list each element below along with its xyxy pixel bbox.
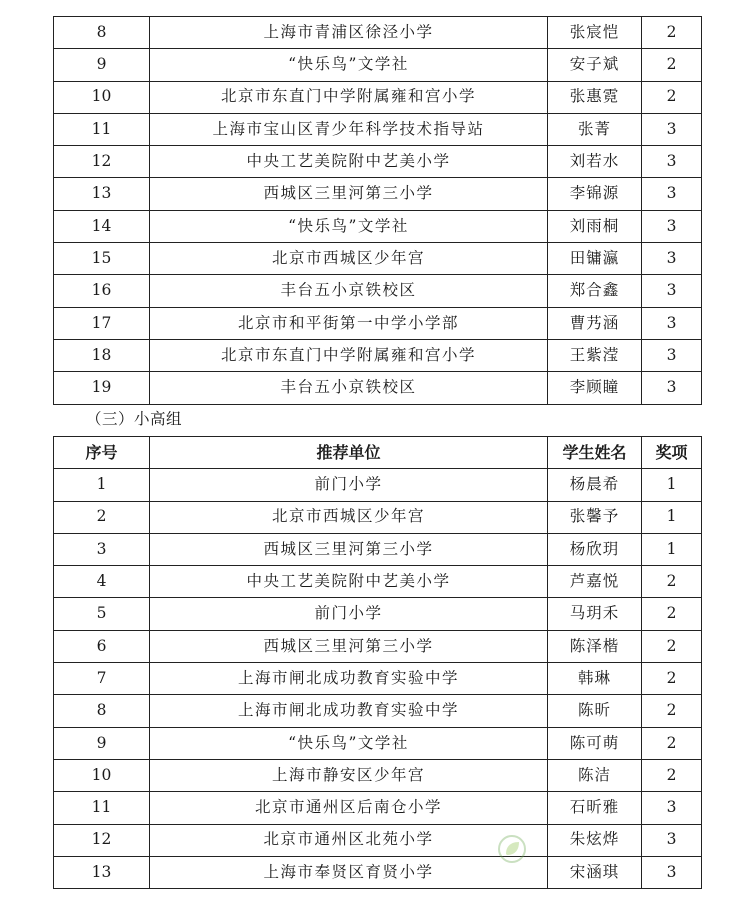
cell-award: 2 xyxy=(642,81,702,113)
cell-unit: “快乐鸟”文学社 xyxy=(150,49,548,81)
cell-award: 2 xyxy=(642,17,702,49)
cell-name: 李顾瞳 xyxy=(548,372,642,404)
cell-no: 12 xyxy=(54,824,150,856)
cell-unit: 西城区三里河第三小学 xyxy=(150,630,548,662)
cell-award: 1 xyxy=(642,533,702,565)
cell-unit: 上海市静安区少年宫 xyxy=(150,759,548,791)
cell-unit: 前门小学 xyxy=(150,598,548,630)
cell-award: 2 xyxy=(642,49,702,81)
cell-award: 3 xyxy=(642,339,702,371)
table-row xyxy=(54,275,702,307)
cell-no: 8 xyxy=(54,17,150,49)
cell-award: 3 xyxy=(642,792,702,824)
cell-no: 16 xyxy=(54,275,150,307)
cell-no: 14 xyxy=(54,210,150,242)
cell-award: 3 xyxy=(642,856,702,888)
header-unit: 推荐单位 xyxy=(150,437,548,469)
cell-name: 杨晨希 xyxy=(548,469,642,501)
cell-name: 安子斌 xyxy=(548,49,642,81)
cell-name: 马玥禾 xyxy=(548,598,642,630)
cell-name: 杨欣玥 xyxy=(548,533,642,565)
cell-unit: 北京市西城区少年宫 xyxy=(150,501,548,533)
cell-award: 1 xyxy=(642,501,702,533)
cell-award: 2 xyxy=(642,630,702,662)
cell-no: 4 xyxy=(54,566,150,598)
cell-award: 3 xyxy=(642,146,702,178)
cell-no: 18 xyxy=(54,339,150,371)
cell-name: 王紫滢 xyxy=(548,339,642,371)
table-row xyxy=(54,566,702,598)
table-row xyxy=(54,146,702,178)
table-header-row xyxy=(54,437,702,469)
cell-unit: 上海市奉贤区育贤小学 xyxy=(150,856,548,888)
table-row xyxy=(54,598,702,630)
cell-unit: 北京市东直门中学附属雍和宫小学 xyxy=(150,339,548,371)
cell-name: 朱炫烨 xyxy=(548,824,642,856)
cell-name: 陈可萌 xyxy=(548,727,642,759)
cell-unit: “快乐鸟”文学社 xyxy=(150,210,548,242)
cell-name: 芦嘉悦 xyxy=(548,566,642,598)
cell-name: 张惠霓 xyxy=(548,81,642,113)
table-row xyxy=(54,210,702,242)
header-award: 奖项 xyxy=(642,437,702,469)
cell-unit: 北京市西城区少年宫 xyxy=(150,243,548,275)
cell-unit: 中央工艺美院附中艺美小学 xyxy=(150,566,548,598)
table-row xyxy=(54,49,702,81)
cell-award: 2 xyxy=(642,727,702,759)
cell-unit: 前门小学 xyxy=(150,469,548,501)
table-row xyxy=(54,17,702,49)
cell-name: 宋涵琪 xyxy=(548,856,642,888)
cell-award: 3 xyxy=(642,275,702,307)
table-row xyxy=(54,533,702,565)
cell-award: 3 xyxy=(642,113,702,145)
cell-name: 韩琳 xyxy=(548,663,642,695)
cell-name: 曹艿涵 xyxy=(548,307,642,339)
cell-award: 3 xyxy=(642,210,702,242)
section-label-senior-group: （三）小高组 xyxy=(86,410,183,428)
cell-name: 郑合鑫 xyxy=(548,275,642,307)
cell-award: 2 xyxy=(642,598,702,630)
cell-award: 3 xyxy=(642,178,702,210)
cell-no: 11 xyxy=(54,113,150,145)
cell-award: 2 xyxy=(642,566,702,598)
cell-unit: 中央工艺美院附中艺美小学 xyxy=(150,146,548,178)
cell-name: 张馨予 xyxy=(548,501,642,533)
table-row xyxy=(54,630,702,662)
cell-unit: 丰台五小京铁校区 xyxy=(150,372,548,404)
cell-no: 10 xyxy=(54,81,150,113)
cell-no: 12 xyxy=(54,146,150,178)
cell-no: 17 xyxy=(54,307,150,339)
leaf-logo-icon xyxy=(497,834,527,864)
cell-name: 田镛瀛 xyxy=(548,243,642,275)
cell-award: 3 xyxy=(642,372,702,404)
table-row xyxy=(54,469,702,501)
cell-no: 13 xyxy=(54,856,150,888)
award-table-continued xyxy=(53,16,702,405)
cell-unit: 北京市东直门中学附属雍和宫小学 xyxy=(150,81,548,113)
cell-no: 1 xyxy=(54,469,150,501)
cell-name: 陈泽楷 xyxy=(548,630,642,662)
cell-no: 5 xyxy=(54,598,150,630)
cell-award: 2 xyxy=(642,695,702,727)
cell-unit: 北京市通州区北苑小学 xyxy=(150,824,548,856)
cell-unit: 丰台五小京铁校区 xyxy=(150,275,548,307)
cell-unit: 上海市青浦区徐泾小学 xyxy=(150,17,548,49)
table-row xyxy=(54,759,702,791)
cell-no: 13 xyxy=(54,178,150,210)
table-row xyxy=(54,695,702,727)
cell-name: 石昕雅 xyxy=(548,792,642,824)
cell-no: 11 xyxy=(54,792,150,824)
cell-no: 15 xyxy=(54,243,150,275)
cell-award: 2 xyxy=(642,759,702,791)
cell-unit: 北京市通州区后南仓小学 xyxy=(150,792,548,824)
cell-unit: 上海市闸北成功教育实验中学 xyxy=(150,663,548,695)
cell-award: 3 xyxy=(642,824,702,856)
cell-name: 李锦源 xyxy=(548,178,642,210)
cell-no: 19 xyxy=(54,372,150,404)
cell-no: 10 xyxy=(54,759,150,791)
cell-no: 3 xyxy=(54,533,150,565)
table-row xyxy=(54,339,702,371)
cell-no: 9 xyxy=(54,49,150,81)
header-name: 学生姓名 xyxy=(548,437,642,469)
header-no: 序号 xyxy=(54,437,150,469)
cell-unit: 北京市和平街第一中学小学部 xyxy=(150,307,548,339)
cell-name: 张宸恺 xyxy=(548,17,642,49)
cell-unit: 上海市宝山区青少年科学技术指导站 xyxy=(150,113,548,145)
cell-unit: “快乐鸟”文学社 xyxy=(150,727,548,759)
cell-unit: 西城区三里河第三小学 xyxy=(150,178,548,210)
table-row xyxy=(54,178,702,210)
cell-name: 刘若水 xyxy=(548,146,642,178)
cell-name: 刘雨桐 xyxy=(548,210,642,242)
table-row xyxy=(54,792,702,824)
cell-unit: 上海市闸北成功教育实验中学 xyxy=(150,695,548,727)
table-row xyxy=(54,307,702,339)
cell-award: 3 xyxy=(642,307,702,339)
cell-no: 2 xyxy=(54,501,150,533)
cell-no: 9 xyxy=(54,727,150,759)
table-row xyxy=(54,663,702,695)
table-row xyxy=(54,243,702,275)
cell-name: 陈昕 xyxy=(548,695,642,727)
cell-award: 1 xyxy=(642,469,702,501)
table-row xyxy=(54,856,702,888)
table-row xyxy=(54,372,702,404)
table-row xyxy=(54,824,702,856)
table-row xyxy=(54,81,702,113)
cell-no: 7 xyxy=(54,663,150,695)
table-row xyxy=(54,501,702,533)
cell-unit: 西城区三里河第三小学 xyxy=(150,533,548,565)
cell-no: 6 xyxy=(54,630,150,662)
cell-name: 陈洁 xyxy=(548,759,642,791)
cell-name: 张菁 xyxy=(548,113,642,145)
cell-no: 8 xyxy=(54,695,150,727)
award-table-senior-group xyxy=(53,436,702,889)
cell-award: 2 xyxy=(642,663,702,695)
table-row xyxy=(54,727,702,759)
cell-award: 3 xyxy=(642,243,702,275)
table-row xyxy=(54,113,702,145)
